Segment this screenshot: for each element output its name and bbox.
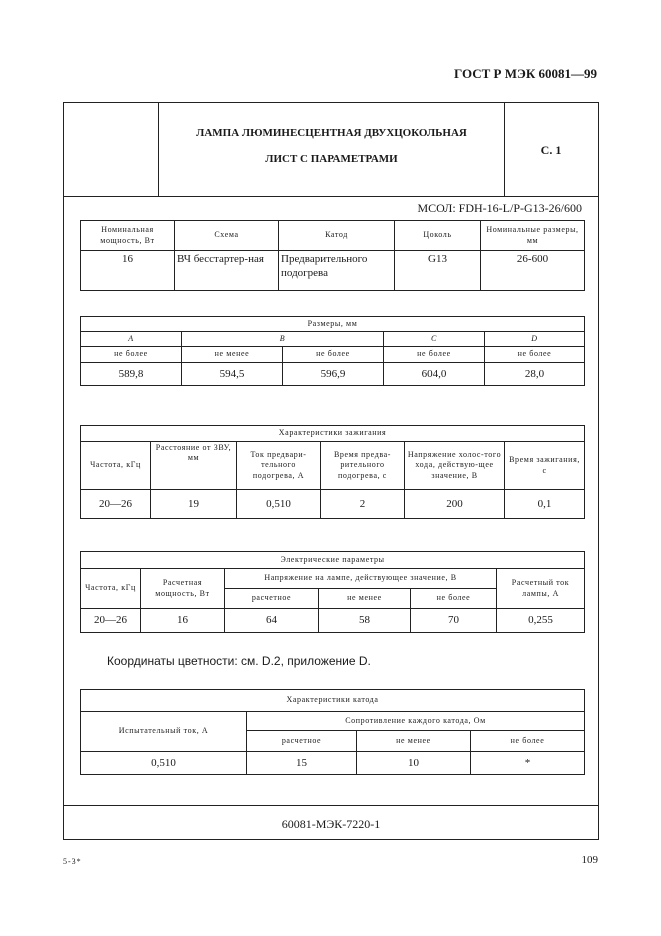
- cell-cap: G13: [395, 251, 481, 291]
- value-preheat-current: 0,510: [237, 490, 321, 519]
- limit-b-max: не более: [283, 347, 384, 363]
- sub-min: не менее: [357, 731, 471, 752]
- electrical-table: [80, 551, 585, 633]
- sub-max: не более: [411, 589, 497, 609]
- value-resistance-nominal: 15: [247, 752, 357, 775]
- sheet-code: 60081-МЭК-7220-1: [281, 817, 381, 831]
- value-b-min: 594,5: [182, 363, 283, 386]
- header-cathode: Катод: [279, 221, 395, 251]
- dimensions-title: Размеры, мм: [81, 317, 585, 332]
- page-number: 109: [581, 854, 598, 866]
- sub-max: не более: [471, 731, 585, 752]
- header-cap: Цоколь: [395, 221, 481, 251]
- main-parameters-table: [80, 220, 585, 291]
- value-frequency: 20—26: [81, 609, 141, 633]
- header-frequency: Частота, кГц: [81, 569, 141, 609]
- value-voltage-max: 70: [411, 609, 497, 633]
- ignition-title: Характеристики зажигания: [81, 426, 585, 442]
- cell-scheme: ВЧ бесстартер-ная: [175, 251, 279, 291]
- value-open-voltage: 200: [405, 490, 505, 519]
- sub-min: не менее: [319, 589, 411, 609]
- dim-letter-a: A: [81, 332, 182, 347]
- cathode-title: Характеристики катода: [81, 690, 585, 712]
- chromaticity-note: Координаты цветности: см. D.2, приложение D.: [107, 654, 371, 668]
- header-ignition-time: Время зажигания, с: [505, 442, 585, 490]
- cathode-table: [80, 689, 585, 775]
- lamp-designation: МСОЛ: FDH-16-L/P-G13-26/600: [417, 201, 582, 215]
- header-test-current: Испытательный ток, А: [81, 712, 247, 752]
- value-d: 28,0: [485, 363, 585, 386]
- header-preheat-current: Ток предвари-тельного подогрева, А: [237, 442, 321, 490]
- value-test-current: 0,510: [81, 752, 247, 775]
- value-current: 0,255: [497, 609, 585, 633]
- header-distance: Расстояние от ЗВУ, мм: [151, 442, 237, 490]
- header-frequency: Частота, кГц: [81, 442, 151, 490]
- value-ignition-time: 0,1: [505, 490, 585, 519]
- footer-divider: [64, 805, 598, 806]
- electrical-title: Электрические параметры: [81, 552, 585, 569]
- value-power: 16: [141, 609, 225, 633]
- header-dimensions: Номинальные размеры, мм: [481, 221, 585, 251]
- title-cell: [158, 103, 505, 196]
- header-scheme: Схема: [175, 221, 279, 251]
- sheet-frame: [63, 102, 599, 840]
- value-preheat-time: 2: [321, 490, 405, 519]
- cell-dimensions: 26-600: [481, 251, 585, 291]
- cell-power: 16: [81, 251, 175, 291]
- value-distance: 19: [151, 490, 237, 519]
- sheet-page: С. 1: [540, 143, 562, 157]
- value-voltage-min: 58: [319, 609, 411, 633]
- header-open-voltage: Напряжение холос-того хода, действую-щее значение, В: [405, 442, 505, 490]
- value-b-max: 596,9: [283, 363, 384, 386]
- sheet-title: ЛИСТ С ПАРАМЕТРАМИ: [265, 153, 398, 165]
- print-mark: 5-3*: [63, 857, 82, 866]
- cell-cathode: Предварительного подогрева: [279, 251, 395, 291]
- limit-c: не более: [384, 347, 485, 363]
- header-resistance: Сопротивление каждого катода, Ом: [247, 712, 585, 731]
- sub-nominal: расчетное: [247, 731, 357, 752]
- lamp-title: ЛАМПА ЛЮМИНЕСЦЕНТНАЯ ДВУХЦОКОЛЬНАЯ: [196, 127, 467, 139]
- value-frequency: 20—26: [81, 490, 151, 519]
- value-voltage-nominal: 64: [225, 609, 319, 633]
- title-block: [64, 103, 598, 197]
- header-lamp-current: Расчетный ток лампы, А: [497, 569, 585, 609]
- sub-nominal: расчетное: [225, 589, 319, 609]
- dim-letter-d: D: [485, 332, 585, 347]
- header-power: Номинальная мощность, Вт: [81, 221, 175, 251]
- limit-d: не более: [485, 347, 585, 363]
- header-preheat-time: Время предва-рительного подогрева, с: [321, 442, 405, 490]
- value-resistance-min: 10: [357, 752, 471, 775]
- limit-b-min: не менее: [182, 347, 283, 363]
- standard-number: ГОСТ Р МЭК 60081—99: [454, 66, 597, 81]
- dim-letter-b: B: [182, 332, 384, 347]
- dimensions-table: [80, 316, 585, 386]
- header-lamp-voltage: Напряжение на лампе, действующее значение, В: [225, 569, 497, 589]
- limit-a: не более: [81, 347, 182, 363]
- dim-letter-c: C: [384, 332, 485, 347]
- value-a: 589,8: [81, 363, 182, 386]
- value-resistance-max: *: [471, 752, 585, 775]
- header-power: Расчетная мощность, Вт: [141, 569, 225, 609]
- ignition-table: [80, 425, 585, 519]
- value-c: 604,0: [384, 363, 485, 386]
